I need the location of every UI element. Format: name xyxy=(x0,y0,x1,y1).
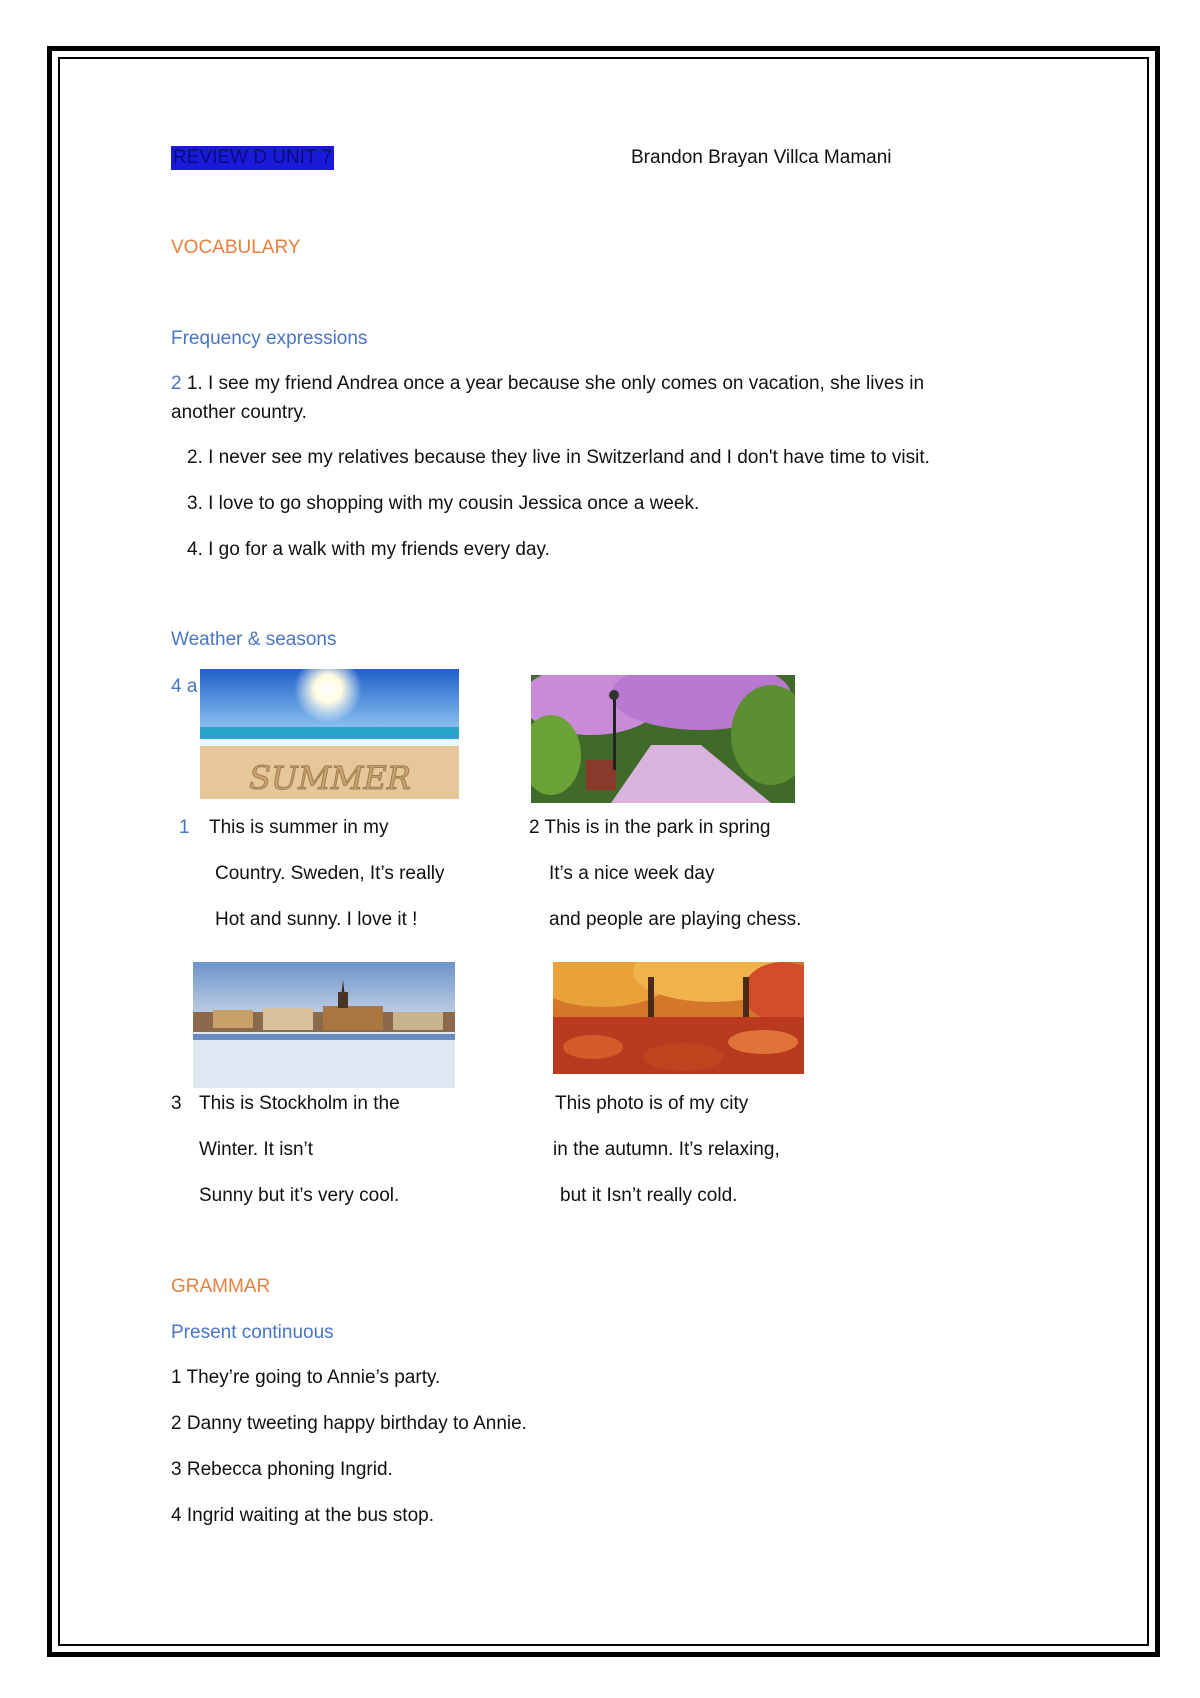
vocabulary-heading: VOCABULARY xyxy=(171,237,301,258)
frequency-item-3: 3. I love to go shopping with my cousin Jessica once a week. xyxy=(187,493,700,514)
caption-3-line-2: Winter. It isn’t xyxy=(199,1139,314,1160)
frequency-item-1 xyxy=(171,372,924,396)
caption-3-line-3: Sunny but it’s very cool. xyxy=(199,1185,400,1206)
frequency-heading: Frequency expressions xyxy=(171,328,368,349)
caption-1-line-2: Country. Sweden, It’s really xyxy=(215,863,445,884)
caption-1-line-1: This is summer in my xyxy=(209,817,389,838)
stockholm-winter-photo xyxy=(193,962,455,1088)
grammar-item-2: 2 Danny tweeting happy birthday to Annie. xyxy=(171,1413,527,1434)
summer-beach-photo xyxy=(200,669,459,799)
autumn-photo xyxy=(553,962,804,1074)
summer-sand-text: SUMMER xyxy=(249,759,411,797)
spring-park-photo xyxy=(531,675,795,803)
caption-2-line-2: It’s a nice week day xyxy=(549,863,715,884)
grammar-heading: GRAMMAR xyxy=(171,1276,271,1297)
caption-3-number: 3 xyxy=(171,1093,182,1114)
review-unit-label: REVIEW D UNIT 7 xyxy=(173,147,333,168)
caption-1-number: 1 xyxy=(179,817,190,838)
author-name: Brandon Brayan Villca Mamani xyxy=(631,147,892,168)
caption-4-line-3: but it Isn’t really cold. xyxy=(560,1185,738,1206)
present-continuous-heading: Present continuous xyxy=(171,1322,334,1343)
caption-2-line-3: and people are playing chess. xyxy=(549,909,802,930)
exercise-4a-label: 4 a xyxy=(171,676,198,697)
frequency-item-1-line-2: another country. xyxy=(171,402,307,423)
caption-4-line-2: in the autumn. It’s relaxing, xyxy=(553,1139,780,1160)
frequency-item-1-line-1: 1. I see my friend Andrea once a year because she only comes on vacation, she lives in xyxy=(186,373,925,394)
caption-4-line-1: This photo is of my city xyxy=(555,1093,749,1114)
page-border-inner xyxy=(58,57,1149,1646)
frequency-item-2: 2. I never see my relatives because they live in Switzerland and I don't have time to visit. xyxy=(187,447,930,468)
weather-heading: Weather & seasons xyxy=(171,629,337,650)
grammar-item-3: 3 Rebecca phoning Ingrid. xyxy=(171,1459,393,1480)
grammar-item-4: 4 Ingrid waiting at the bus stop. xyxy=(171,1505,434,1526)
caption-2-line-1: 2 This is in the park in spring xyxy=(529,817,771,838)
caption-3-line-1: This is Stockholm in the xyxy=(199,1093,400,1114)
exercise-number: 2 xyxy=(171,373,182,394)
grammar-item-1: 1 They’re going to Annie’s party. xyxy=(171,1367,441,1388)
caption-1-line-3: Hot and sunny. I love it ! xyxy=(215,909,418,930)
frequency-item-4: 4. I go for a walk with my friends every day. xyxy=(187,539,550,560)
